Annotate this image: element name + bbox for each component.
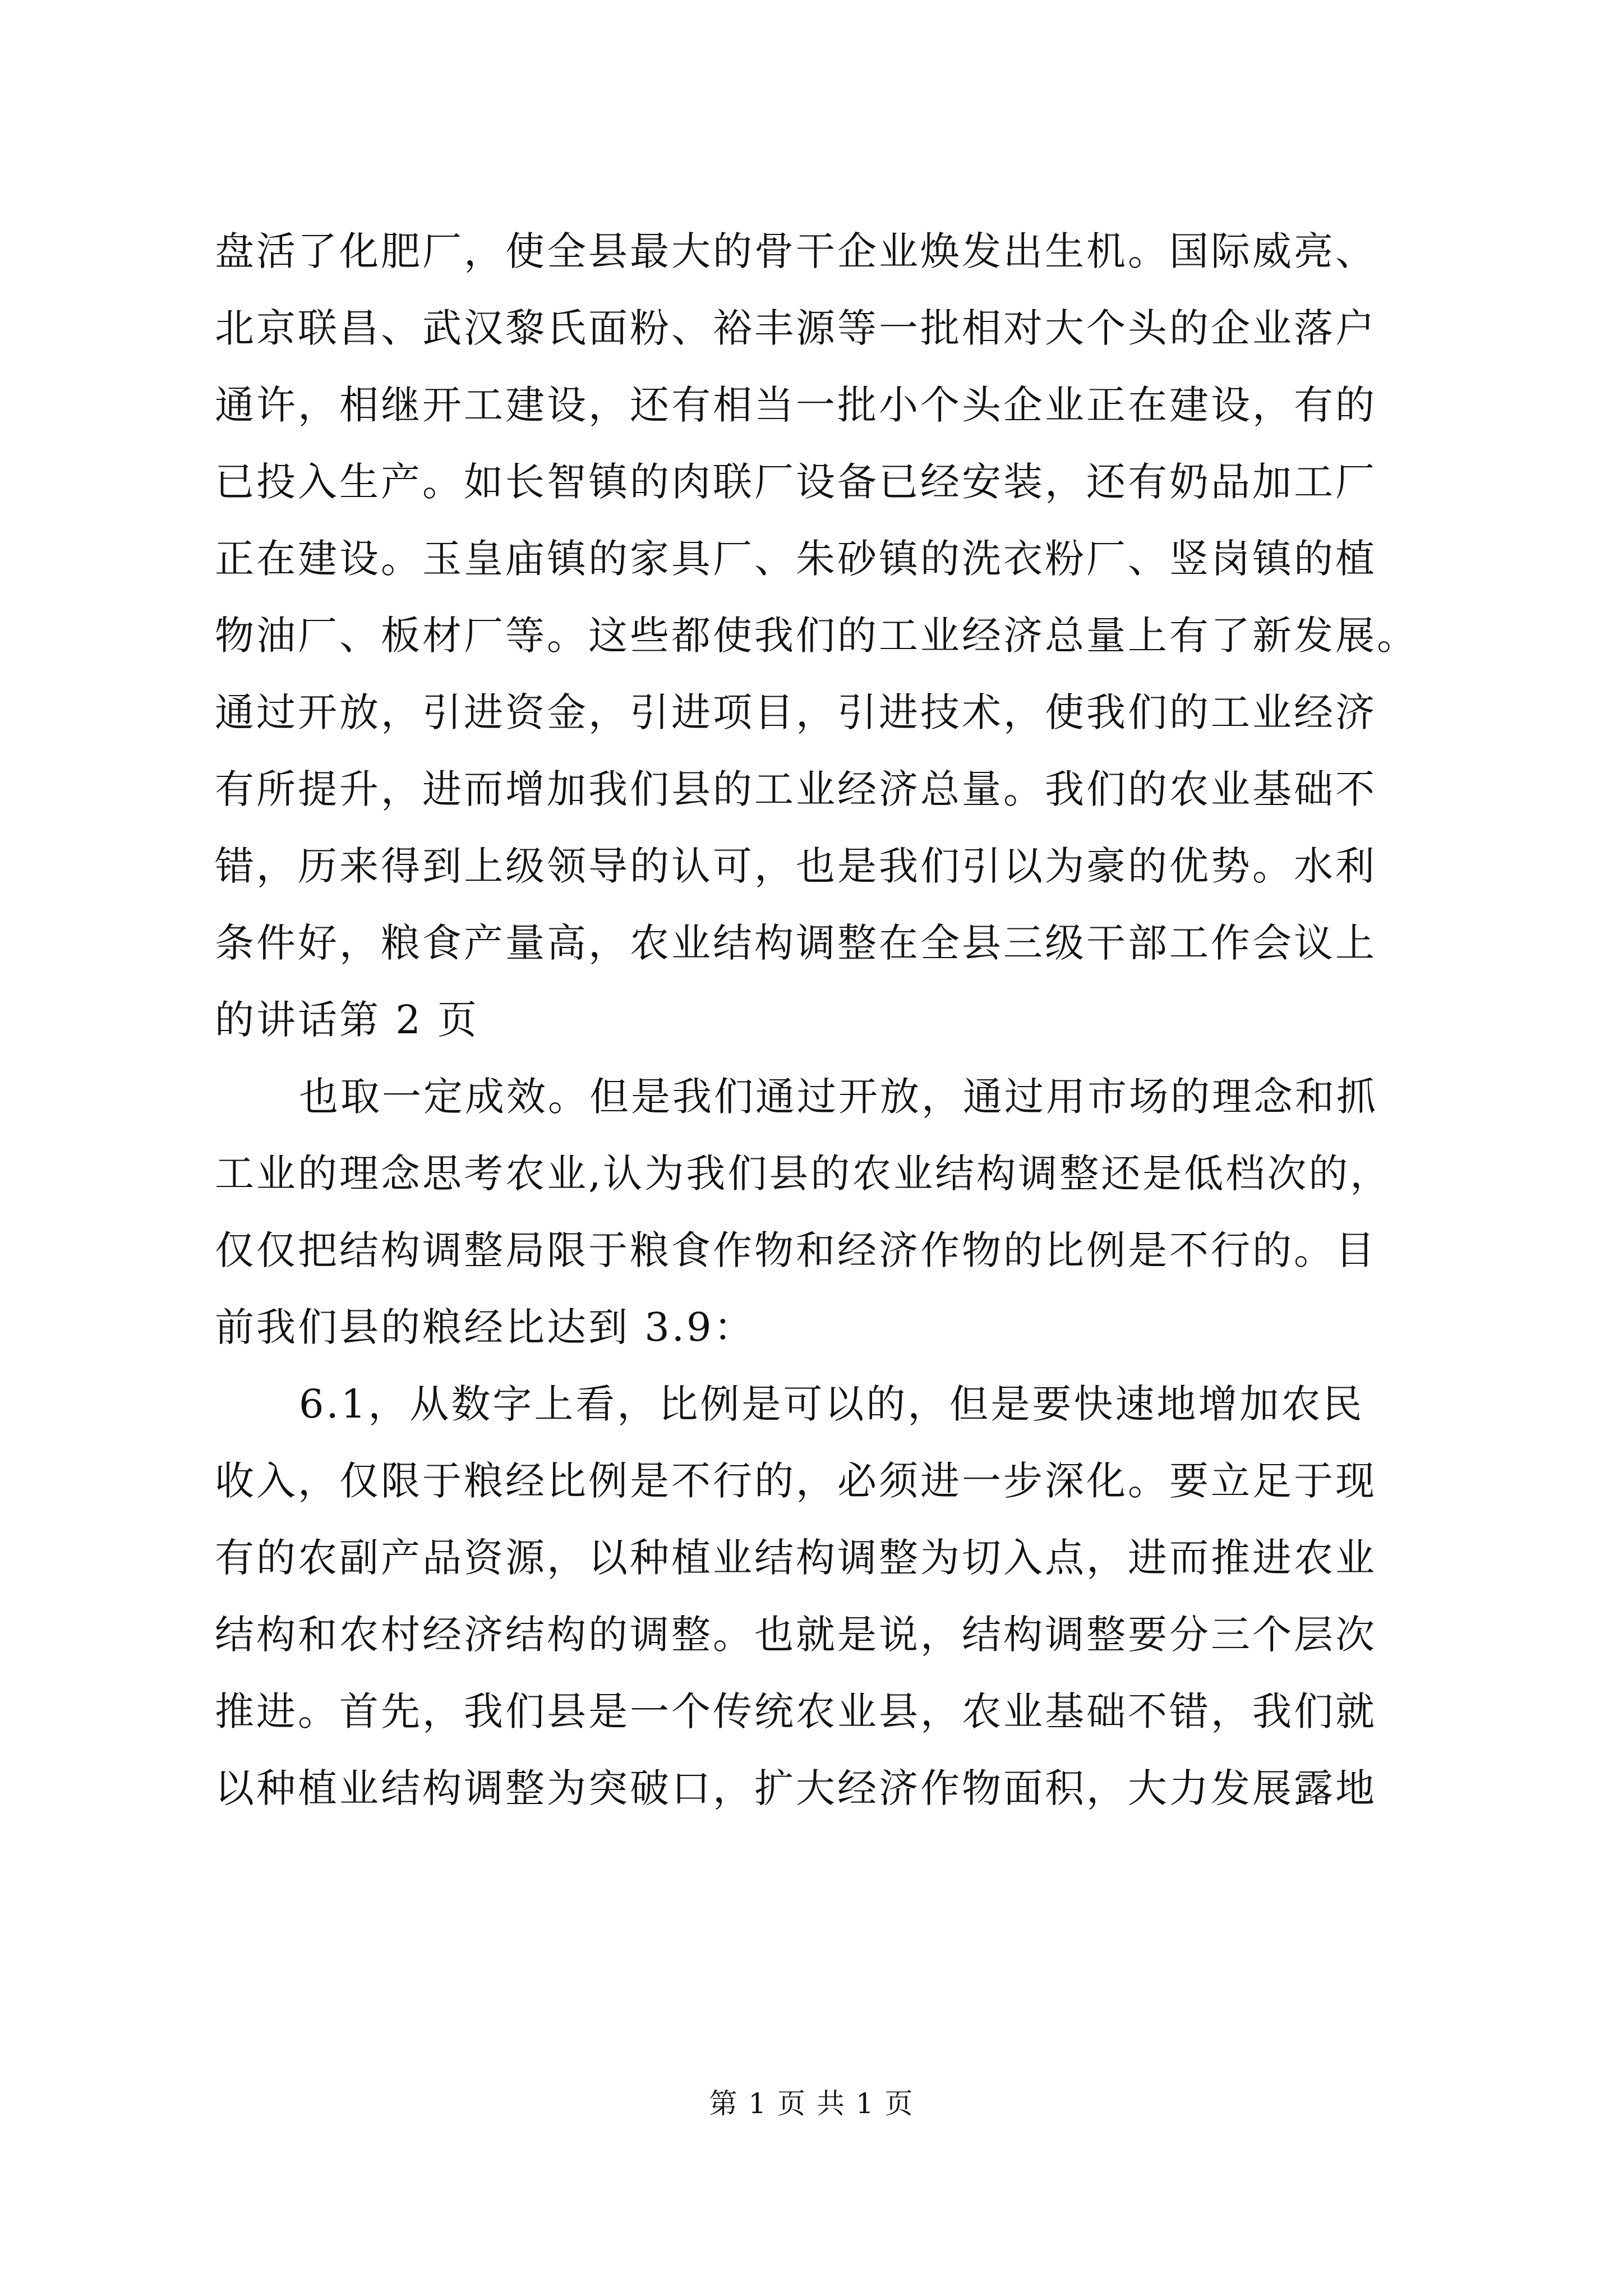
- text-line: 收入，仅限于粮经比例是不行的，必须进一步深化。要立足于现: [215, 1458, 1377, 1504]
- text-line: 结构和农村经济结构的调整。也就是说，结构调整要分三个层次: [215, 1612, 1377, 1658]
- text-line: 已投入生产。如长智镇的肉联厂设备已经安装，还有奶品加工厂: [215, 459, 1377, 505]
- paragraph-start-line: 也取一定成效。但是我们通过开放，通过用市场的理念和抓: [299, 1074, 1378, 1120]
- text-line: 北京联昌、武汉黎氏面粉、裕丰源等一批相对大个头的企业落户: [215, 305, 1377, 351]
- paragraph-start-line: 6.1，从数字上看，比例是可以的，但是要快速地增加农民: [299, 1381, 1364, 1427]
- text-line: 工业的理念思考农业,认为我们县的农业结构调整还是低档次的，: [215, 1151, 1392, 1197]
- text-line: 前我们县的粮经比达到 3.9：: [215, 1304, 755, 1350]
- text-line: 物油厂、板材厂等。这些都使我们的工业经济总量上有了新发展。: [215, 613, 1418, 659]
- text-line: 推进。首先，我们县是一个传统农业县，农业基础不错，我们就: [215, 1688, 1377, 1734]
- text-line: 有所提升，进而增加我们县的工业经济总量。我们的农业基础不: [215, 766, 1377, 812]
- text-line: 条件好，粮食产量高，农业结构调整在全县三级干部工作会议上: [215, 920, 1377, 966]
- text-line: 通许，相继开工建设，还有相当一批小个头企业正在建设，有的: [215, 382, 1377, 428]
- body-text: [215, 213, 1421, 1827]
- text-line: 仅仅把结构调整局限于粮食作物和经济作物的比例是不行的。目: [215, 1227, 1377, 1273]
- text-line: 通过开放，引进资金，引进项目，引进技术，使我们的工业经济: [215, 689, 1377, 735]
- text-line: 以种植业结构调整为突破口，扩大经济作物面积，大力发展露地: [215, 1765, 1377, 1811]
- text-line: 正在建设。玉皇庙镇的家具厂、朱砂镇的洗衣粉厂、竖岗镇的植: [215, 536, 1377, 582]
- text-line: 盘活了化肥厂，使全县最大的骨干企业焕发出生机。国际威亮、: [215, 228, 1377, 274]
- text-line: 的讲话第 2 页: [215, 997, 479, 1043]
- page-footer: 第 1 页 共 1 页: [709, 2087, 914, 2120]
- text-line: 有的农副产品资源，以种植业结构调整为切入点，进而推进农业: [215, 1535, 1377, 1581]
- text-line: 错，历来得到上级领导的认可，也是我们引以为豪的优势。水利: [215, 843, 1377, 889]
